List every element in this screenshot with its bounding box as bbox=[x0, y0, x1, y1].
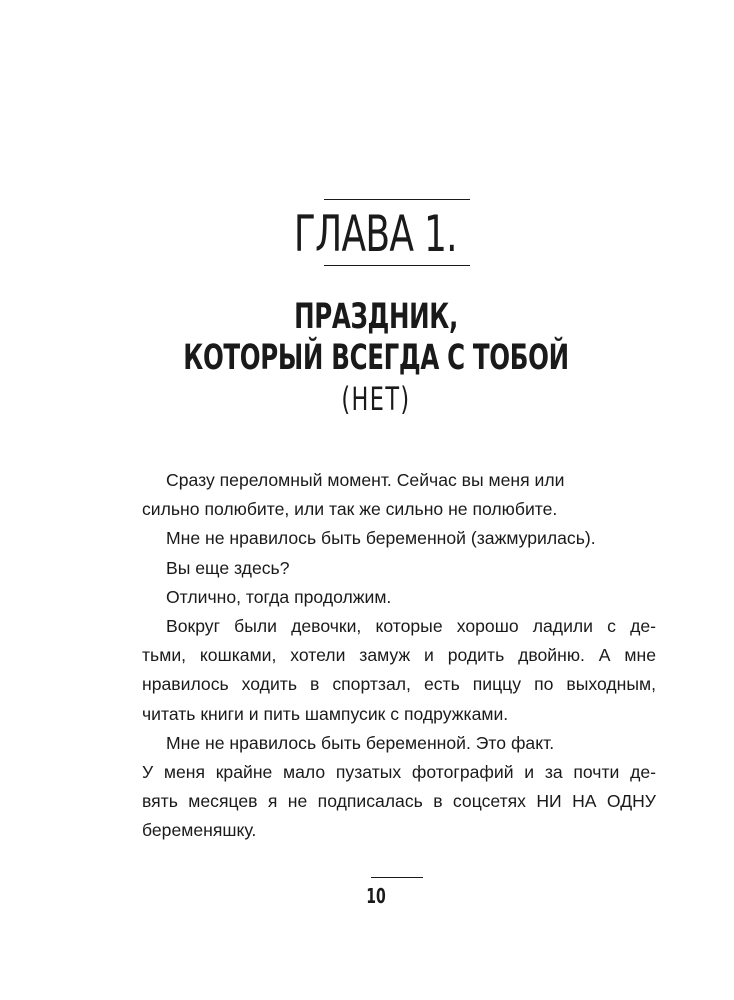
chapter-title bbox=[119, 297, 633, 379]
body-line: Вокруг были девочки, которые хорошо ладили с де- bbox=[166, 616, 656, 637]
body-text bbox=[142, 466, 656, 846]
chapter-top-rule bbox=[324, 199, 470, 200]
body-line: Мне не нравилось быть беременной (зажмурилась). bbox=[166, 528, 596, 549]
body-line: беременяшку. bbox=[142, 820, 257, 841]
body-line: Сразу переломный момент. Сейчас вы меня или bbox=[166, 470, 565, 490]
body-line: тьми, кошками, хотели замуж и родить двойню. А мне bbox=[142, 645, 656, 666]
body-line: Вы еще здесь? bbox=[166, 557, 290, 578]
page-number: 10 bbox=[366, 884, 386, 908]
chapter-title-line: КОТОРЫЙ ВСЕГДА С ТОБОЙ bbox=[183, 338, 569, 378]
chapter-subtitle: (НЕТ) bbox=[341, 380, 411, 418]
chapter-label: ГЛАВА 1. bbox=[293, 205, 457, 263]
page-number-rule bbox=[371, 877, 423, 878]
chapter-title-line: ПРАЗДНИК, bbox=[294, 297, 458, 337]
body-line: читать книги и пить шампусик с подружками. bbox=[142, 703, 509, 724]
body-line: У меня крайне мало пузатых фотографий и за почти де- bbox=[142, 762, 656, 783]
body-line: Отлично, тогда продолжим. bbox=[166, 586, 392, 607]
body-line: нравилось ходить в спортзал, есть пиццу по выходным, bbox=[142, 674, 656, 695]
chapter-bottom-rule bbox=[324, 265, 470, 266]
body-line: вять месяцев я не подписалась в соцсетях НИ НА ОДНУ bbox=[142, 791, 656, 812]
body-line: сильно полюбите, или так же сильно не полюбите. bbox=[142, 499, 558, 520]
body-line: Мне не нравилось быть беременной. Это факт. bbox=[166, 732, 555, 753]
